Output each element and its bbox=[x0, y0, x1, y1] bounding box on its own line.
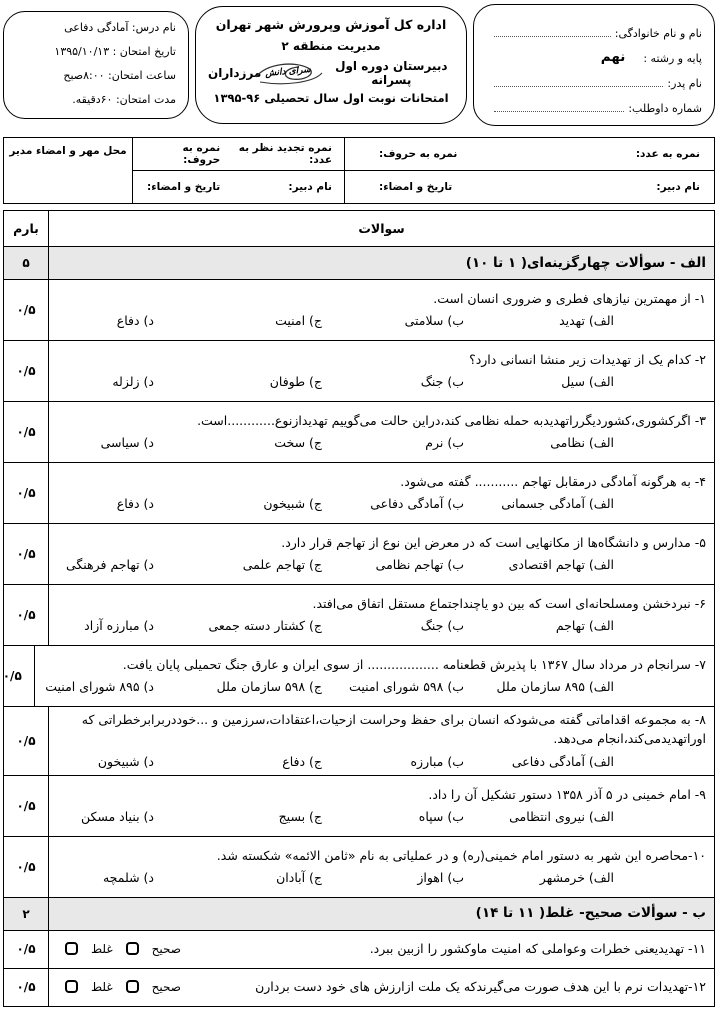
option-alef[interactable]: الف) نظامی bbox=[551, 435, 615, 451]
options-row bbox=[56, 557, 707, 574]
question-mark-cell: ۰/۵ bbox=[0, 646, 36, 706]
fullname-blank-line[interactable] bbox=[495, 36, 612, 37]
option-alef[interactable]: الف) ۸۹۵ سازمان ملل bbox=[497, 679, 615, 695]
question-text: ۳- اگرکشوری،کشوردیگرراتهدیدبه حمله نظامی کند،دراین حالت می‌گوییم تهدیدازنوع............است. bbox=[198, 412, 707, 428]
father-name-blank-line[interactable] bbox=[495, 86, 664, 87]
option-jim[interactable]: ج) سخت bbox=[275, 435, 323, 451]
grade-numeric-label: نمره به عدد: bbox=[636, 148, 701, 160]
wrong-label: غلط bbox=[92, 941, 114, 956]
question-mark-cell: ۰/۵ bbox=[5, 463, 50, 523]
grading-row-bottom bbox=[134, 171, 715, 203]
exam-date: تاریخ امتحان : ۱۳۹۵/۱۰/۱۳ bbox=[55, 45, 177, 58]
option-be[interactable]: ب) نرم bbox=[426, 435, 465, 451]
question-row bbox=[5, 775, 715, 836]
question-cell bbox=[50, 402, 715, 462]
marks-header-label: بارم bbox=[5, 211, 50, 246]
wrong-label: غلط bbox=[92, 979, 114, 994]
option-alef[interactable]: الف) تهاجم اقتصادی bbox=[509, 557, 615, 573]
grade-words-label: نمره به حروف: bbox=[380, 148, 459, 160]
father-name-label: نام پدر: bbox=[668, 77, 703, 90]
teacher-sign-cell bbox=[345, 171, 715, 203]
option-dal[interactable]: د) دفاع bbox=[117, 313, 155, 329]
option-alef[interactable]: الف) آمادگی دفاعی bbox=[512, 753, 615, 769]
options-row bbox=[56, 496, 707, 513]
correct-checkbox[interactable] bbox=[127, 942, 140, 955]
question-row bbox=[5, 706, 715, 775]
option-be[interactable]: ب) سپاه bbox=[419, 808, 465, 824]
question-row bbox=[5, 584, 715, 645]
header-row bbox=[4, 4, 716, 130]
option-alef[interactable]: الف) سیل bbox=[562, 374, 615, 390]
question-row bbox=[5, 462, 715, 523]
truefalse-controls bbox=[56, 980, 182, 994]
questions-table bbox=[4, 210, 716, 1007]
school-type-text: دبیرستان دوره اول پسرانه bbox=[336, 59, 449, 87]
question-mark-cell: ۰/۵ bbox=[5, 707, 50, 775]
correct-label: صحیح bbox=[152, 941, 182, 956]
fullname-label: نام و نام خانوادگی: bbox=[615, 27, 703, 40]
wrong-checkbox[interactable] bbox=[66, 980, 79, 993]
question-row bbox=[5, 340, 715, 401]
student-info-box bbox=[474, 4, 716, 126]
question-cell bbox=[50, 585, 715, 645]
option-dal[interactable]: د) سیاسی bbox=[101, 435, 155, 451]
option-be[interactable]: ب) تهاجم نظامی bbox=[376, 557, 465, 573]
option-dal[interactable]: د) شلمچه bbox=[103, 869, 155, 885]
question-mark-cell: ۲ bbox=[5, 898, 50, 930]
education-department-title: اداره کل آموزش وپرورش شهر تهران bbox=[216, 17, 448, 32]
option-alef[interactable]: الف) خرمشهر bbox=[540, 869, 615, 885]
field-father-name bbox=[487, 65, 703, 90]
section-title: ب - سوألات صحیح- غلط( ۱۱ تا ۱۴) bbox=[476, 905, 707, 922]
question-text: ۷- سرانجام در مرداد سال ۱۳۶۷ با پذیرش قطعنامه .................. از سوی ایران و عارق جنگ تحمیلی پایان یافت. bbox=[123, 656, 707, 672]
question-mark-cell: ۰/۵ bbox=[5, 931, 50, 968]
option-jim[interactable]: ج) تهاجم علمی bbox=[243, 557, 323, 573]
grading-row-top bbox=[134, 138, 715, 171]
question-text: ۱- از مهمترین نیازهای فطری و ضروری انسان است. bbox=[434, 290, 707, 306]
question-row bbox=[5, 279, 715, 340]
grading-main bbox=[134, 138, 715, 203]
option-jim[interactable]: ج) کشتار دسته جمعی bbox=[209, 618, 323, 634]
question-text: ۹- امام خمینی در ۵ آذر ۱۳۵۸ دستور تشکیل آن را داد. bbox=[429, 786, 707, 802]
question-mark-cell: ۰/۵ bbox=[5, 402, 50, 462]
questions-header-label: سوالات bbox=[359, 221, 406, 236]
options-row bbox=[56, 313, 707, 330]
grading-table bbox=[4, 137, 716, 204]
option-dal[interactable]: د) شبیخون bbox=[98, 753, 155, 769]
field-fullname bbox=[487, 15, 703, 40]
question-row bbox=[5, 401, 715, 462]
option-be[interactable]: ب) جنگ bbox=[421, 374, 465, 390]
questions-header-row bbox=[5, 211, 715, 246]
question-cell bbox=[50, 776, 715, 836]
question-mark-cell: ۰/۵ bbox=[5, 776, 50, 836]
option-alef[interactable]: الف) نیروی انتظامی bbox=[510, 808, 615, 824]
question-mark-cell: ۵ bbox=[5, 247, 50, 279]
question-cell bbox=[50, 463, 715, 523]
options-row bbox=[56, 435, 707, 452]
question-row bbox=[5, 523, 715, 584]
field-candidate-number bbox=[487, 90, 703, 115]
date-signature-label: تاریخ و امضاء: bbox=[380, 181, 454, 193]
question-cell bbox=[50, 524, 715, 584]
option-jim[interactable]: ج) آبادان bbox=[277, 869, 323, 885]
option-jim[interactable]: ج) دفاع bbox=[283, 753, 323, 769]
option-alef[interactable]: الف) تهاجم bbox=[556, 618, 615, 634]
option-be[interactable]: ب) ۵۹۸ شورای امنیت bbox=[350, 679, 465, 695]
question-text: ۱۰-محاصره این شهر به دستور امام خمینی(ره) و در عملیاتی به نام «ثامن الائمه» شکسته شد. bbox=[217, 847, 707, 863]
candidate-number-blank-line[interactable] bbox=[495, 111, 625, 112]
options-row bbox=[42, 679, 707, 696]
question-mark-cell: ۰/۵ bbox=[5, 837, 50, 897]
question-cell bbox=[50, 341, 715, 401]
question-row bbox=[5, 836, 715, 897]
option-dal[interactable]: د) دفاع bbox=[117, 496, 155, 512]
logo-swash-icon bbox=[252, 60, 326, 86]
regrade-words-label: نمره به حروف: bbox=[183, 142, 222, 166]
option-jim[interactable]: ج) ۵۹۸ سازمان ملل bbox=[217, 679, 323, 695]
option-dal[interactable]: د) مبارزه آزاد bbox=[85, 618, 155, 634]
question-mark-cell: ۰/۵ bbox=[5, 341, 50, 401]
question-text: ۵- مدارس و دانشگاه‌ها از مکانهایی است که در معرض این نوع از تهاجم قرار دارد. bbox=[282, 534, 707, 550]
question-mark-cell: ۰/۵ bbox=[5, 524, 50, 584]
exam-time: ساعت امتحان: ۸:۰۰صبح bbox=[64, 69, 177, 82]
regrade-teacher-name-label: نام دبیر: bbox=[289, 181, 333, 193]
course-name: نام درس: آمادگی دفاعی bbox=[65, 21, 177, 34]
question-text: ۲- کدام یک از تهدیدات زیر منشا انسانی دارد؟ bbox=[470, 351, 707, 367]
option-jim[interactable]: ج) طوفان bbox=[270, 374, 323, 390]
section-header-row bbox=[5, 897, 715, 930]
question-text: ۸- به مجموعه اقداماتی گفته می‌شودکه انسان برای حفظ وحراست ازحیات،اعتقادات،سرزمین و ...خوددربرابرخطراتی که اوراتهدیدمی‌کند،انجام می‌دهد. bbox=[82, 712, 707, 747]
exam-info-box bbox=[4, 11, 190, 119]
school-info-box bbox=[196, 6, 468, 124]
exam-duration: مدت امتحان: ۶۰دقیقه. bbox=[73, 93, 177, 106]
question-mark-cell: ۰/۵ bbox=[5, 585, 50, 645]
regrade-teacher-sign-cell bbox=[134, 171, 345, 203]
option-alef[interactable]: الف) تهدید bbox=[560, 313, 615, 329]
options-row bbox=[56, 754, 707, 771]
question-row bbox=[5, 968, 715, 1006]
grade-numeric-cell bbox=[345, 138, 715, 170]
question-cell bbox=[36, 646, 715, 706]
field-grade bbox=[487, 40, 703, 65]
question-row bbox=[5, 930, 715, 968]
option-be[interactable]: ب) جنگ bbox=[421, 618, 465, 634]
correct-checkbox[interactable] bbox=[127, 980, 140, 993]
teacher-name-label: نام دبیر: bbox=[657, 181, 701, 193]
option-dal[interactable]: د) بنیاد مسکن bbox=[81, 808, 155, 824]
options-row bbox=[56, 809, 707, 826]
options-row bbox=[56, 870, 707, 887]
option-jim[interactable]: ج) شبیخون bbox=[264, 496, 323, 512]
option-dal[interactable]: د) زلزله bbox=[113, 374, 155, 390]
section-header-row bbox=[5, 246, 715, 279]
option-be[interactable]: ب) آمادگی دفاعی bbox=[371, 496, 465, 512]
option-be[interactable]: ب) اهواز bbox=[418, 869, 465, 885]
option-jim[interactable]: ج) امنیت bbox=[276, 313, 323, 329]
question-text: ۴- به هرگونه آمادگی درمقابل تهاجم ........... گفته می‌شود. bbox=[401, 473, 707, 489]
question-text: ۱۱- تهدیدیعنی خطرات وعواملی که امنیت ماوکشور را ازبین ببرد. bbox=[370, 941, 707, 957]
question-text: ۱۲-تهدیدات نرم با این هدف صورت می‌گیرندکه یک ملت ازارزش های خود دست بردارن bbox=[256, 979, 707, 995]
candidate-number-label: شماره داوطلب: bbox=[629, 102, 703, 115]
question-mark-cell: ۰/۵ bbox=[5, 969, 50, 1006]
option-dal[interactable]: د) ۸۹۵ شورای امنیت bbox=[46, 679, 155, 695]
section-title: الف - سوألات چهارگزینه‌ای( ۱ تا ۱۰) bbox=[466, 254, 707, 271]
grade-label: پایه و رشته : bbox=[644, 52, 703, 65]
option-dal[interactable]: د) تهاجم فرهنگی bbox=[66, 557, 155, 573]
question-cell bbox=[50, 837, 715, 897]
exam-term-line: امتحانات نوبت اول سال تحصیلی ۹۶-۱۳۹۵ bbox=[214, 91, 450, 105]
question-cell bbox=[50, 969, 715, 1006]
school-branch-text: مرزداران bbox=[209, 66, 263, 80]
question-text: ۶- نبردخشن ومسلحانه‌ای است که بین دو یاچنداجتماع مستقل اتفاق می‌افتد. bbox=[313, 595, 707, 611]
question-row bbox=[5, 645, 715, 706]
school-name-line bbox=[209, 59, 455, 87]
question-cell bbox=[50, 931, 715, 968]
regrade-date-signature-label: تاریخ و امضاء: bbox=[148, 181, 222, 193]
grade-value: نهم bbox=[601, 49, 627, 65]
regrade-numeric-label: نمره تجدید نظر به عدد: bbox=[239, 142, 333, 166]
truefalse-controls bbox=[56, 942, 182, 956]
question-cell bbox=[50, 280, 715, 340]
question-mark-cell: ۰/۵ bbox=[5, 280, 50, 340]
question-cell bbox=[50, 707, 715, 775]
principal-stamp-cell: محل مهر و امضاء مدیر bbox=[5, 138, 134, 203]
option-jim[interactable]: ج) بسیج bbox=[279, 808, 323, 824]
district-title: مدیریت منطقه ۲ bbox=[282, 39, 382, 53]
option-be[interactable]: ب) مبارزه bbox=[411, 753, 465, 769]
regrade-numeric-cell bbox=[134, 138, 345, 170]
wrong-checkbox[interactable] bbox=[66, 942, 79, 955]
correct-label: صحیح bbox=[152, 979, 182, 994]
option-alef[interactable]: الف) آمادگی جسمانی bbox=[502, 496, 615, 512]
options-row bbox=[56, 374, 707, 391]
options-row bbox=[56, 618, 707, 635]
logo-text: سرای دانش bbox=[265, 65, 312, 79]
option-be[interactable]: ب) سلامتی bbox=[405, 313, 465, 329]
school-logo bbox=[266, 60, 325, 86]
